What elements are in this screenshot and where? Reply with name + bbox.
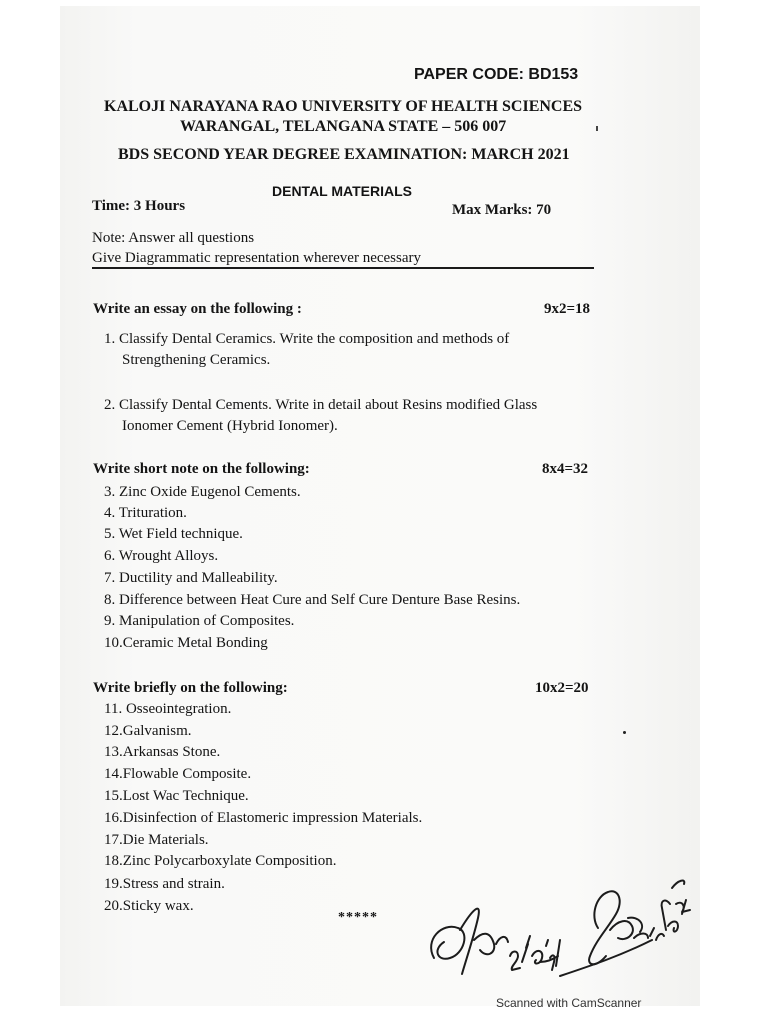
question-6: 6. Wrought Alloys.	[104, 548, 219, 564]
question-20: 20.Sticky wax.	[104, 898, 194, 914]
scanner-watermark: Scanned with CamScanner	[496, 996, 642, 1010]
question-19: 19.Stress and strain.	[104, 876, 225, 892]
question-2-line-2: Ionomer Cement (Hybrid Ionomer).	[122, 418, 338, 434]
question-16: 16.Disinfection of Elastomeric impression Materials.	[104, 810, 423, 826]
section-marks-short-notes: 8x4=32	[542, 461, 589, 477]
ink-speck	[623, 731, 626, 734]
max-marks: Max Marks: 70	[452, 202, 552, 218]
section-heading-essay: Write an essay on the following :	[93, 301, 302, 317]
question-18: 18.Zinc Polycarboxylate Composition.	[104, 853, 337, 869]
question-11: 11. Osseointegration.	[104, 701, 232, 717]
university-name: KALOJI NARAYANA RAO UNIVERSITY OF HEALTH SCIENCES	[104, 98, 583, 115]
question-8: 8. Difference between Heat Cure and Self Cure Denture Base Resins.	[104, 592, 521, 608]
question-5: 5. Wet Field technique.	[104, 526, 243, 542]
question-15: 15.Lost Wac Technique.	[104, 788, 249, 804]
section-heading-brief: Write briefly on the following:	[93, 680, 288, 696]
question-2-line-1: 2. Classify Dental Cements. Write in detail about Resins modified Glass	[104, 397, 538, 413]
question-1-line-2: Strengthening Ceramics.	[122, 352, 271, 368]
university-address: WARANGAL, TELANGANA STATE – 506 007	[180, 118, 507, 135]
question-4: 4. Trituration.	[104, 505, 187, 521]
note-line-1: Note: Answer all questions	[92, 230, 255, 246]
exam-duration: Time: 3 Hours	[92, 198, 186, 214]
section-marks-essay: 9x2=18	[544, 301, 591, 317]
question-13: 13.Arkansas Stone.	[104, 744, 221, 760]
question-17: 17.Die Materials.	[104, 832, 209, 848]
handwritten-signatures	[420, 870, 710, 990]
subject-title: DENTAL MATERIALS	[272, 183, 412, 199]
paper-code: PAPER CODE: BD153	[414, 66, 579, 83]
question-1-line-1: 1. Classify Dental Ceramics. Write the composition and methods of	[104, 331, 510, 347]
question-10: 10.Ceramic Metal Bonding	[104, 635, 268, 651]
question-7: 7. Ductility and Malleability.	[104, 570, 278, 586]
question-14: 14.Flowable Composite.	[104, 766, 252, 782]
question-9: 9. Manipulation of Composites.	[104, 613, 295, 629]
question-12: 12.Galvanism.	[104, 723, 192, 739]
header-divider	[92, 267, 594, 269]
question-3: 3. Zinc Oxide Eugenol Cements.	[104, 484, 301, 500]
ink-speck	[596, 126, 598, 131]
section-heading-short-notes: Write short note on the following:	[93, 461, 310, 477]
end-of-paper-mark: *****	[338, 910, 378, 925]
note-line-2: Give Diagrammatic representation wherever necessary	[92, 250, 422, 266]
section-marks-brief: 10x2=20	[535, 680, 589, 696]
exam-title: BDS SECOND YEAR DEGREE EXAMINATION: MARCH 2021	[118, 146, 570, 163]
